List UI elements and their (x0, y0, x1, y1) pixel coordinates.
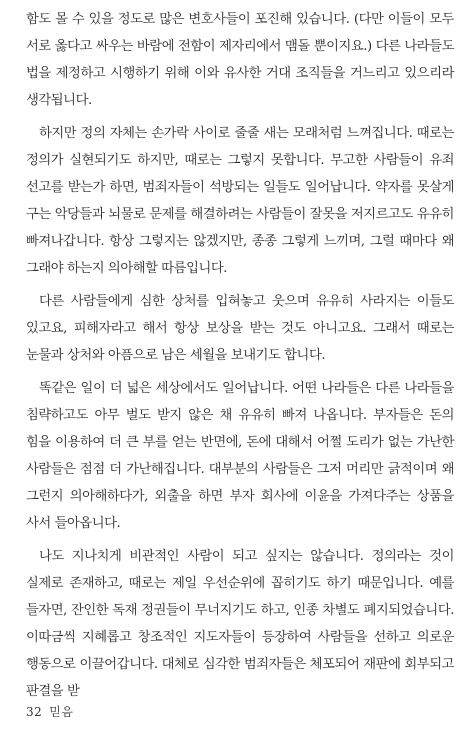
paragraph-victims: 다른 사람들에게 심한 상처를 입혀놓고 웃으며 유유히 사라지는 이들도 있고요, 피해자라고 해서 항상 보상을 받는 것도 아니고요. 그래서 때로는 눈물과 상처와 아픔으로 남은 세월을 보내기도 합니다. (26, 294, 454, 363)
section-title: 믿음 (49, 705, 74, 719)
page-number: 32 (26, 705, 43, 719)
paragraph-wider-world: 똑같은 일이 더 넓은 세상에서도 일어납니다. 어떤 나라들은 다른 나라들을 침략하고도 아무 벌도 받지 않은 채 유유히 빠져 나옵니다. 부자들은 돈의 힘을 이용하여 더 큰 부를 얻는 반면에, 돈에 대해서 어쩔 도리가 없는 가난한 사람들은 점점 더 가난해집니다. 대부분의 사람들은 그저 머리만 긁적이며 왜 그런지 의아해하다가, 외출을 하면 부자 회사에 이윤을 가져다주는 상품을 사서 들아옵니다. (26, 381, 454, 531)
paragraph-continued: 함도 몰 수 있을 정도로 많은 변호사들이 포진해 있습니다. (다만 이들이 모두 서로 옳다고 싸우는 바람에 전함이 제자리에서 맴돌 뿐이지요.) 다른 나라들도 법을 제정하고 시행하기 위해 이와 유사한 거대 조직들을 거느리고 있으리라 생각됩니다. (26, 12, 454, 108)
paragraph-justice: 하지만 정의 자체는 손가락 사이로 줄줄 새는 모래처럼 느껴집니다. 때로는 정의가 실현되기도 하지만, 때로는 그렇지 못합니다. 무고한 사람들이 유죄 선고를 받는가 하면, 범죄자들이 석방되는 일들도 일어납니다. 약자를 못살게 구는 악당들과 뇌물로 문제를 해결하려는 사람들이 잘못을 저지르고도 유유히 빠져나갑니다. 항상 그렇지는 않겠지만, 종종 그렇게 느끼며, 그럴 때마다 왜 그래야 하는지 의아해할 따름입니다. (26, 126, 454, 276)
page-footer (26, 703, 73, 720)
paragraph-not-pessimistic: 나도 지나치게 비관적인 사람이 되고 싶지는 않습니다. 정의라는 것이 실제로 존재하고, 때로는 제일 우선순위에 꼽히기도 하기 때문입니다. 예를 들자면, 잔인한 독재 정권들이 무너지기도 하고, 인종 차별도 폐지되었습니다. 이따금씩 지혜롭고 창조적인 지도자들이 등장하여 사람들을 선하고 의로운 행동으로 이끌어갑니다. 대체로 심각한 범죄자들은 체포되어 재판에 회부되고 판결을 받 (26, 549, 454, 699)
